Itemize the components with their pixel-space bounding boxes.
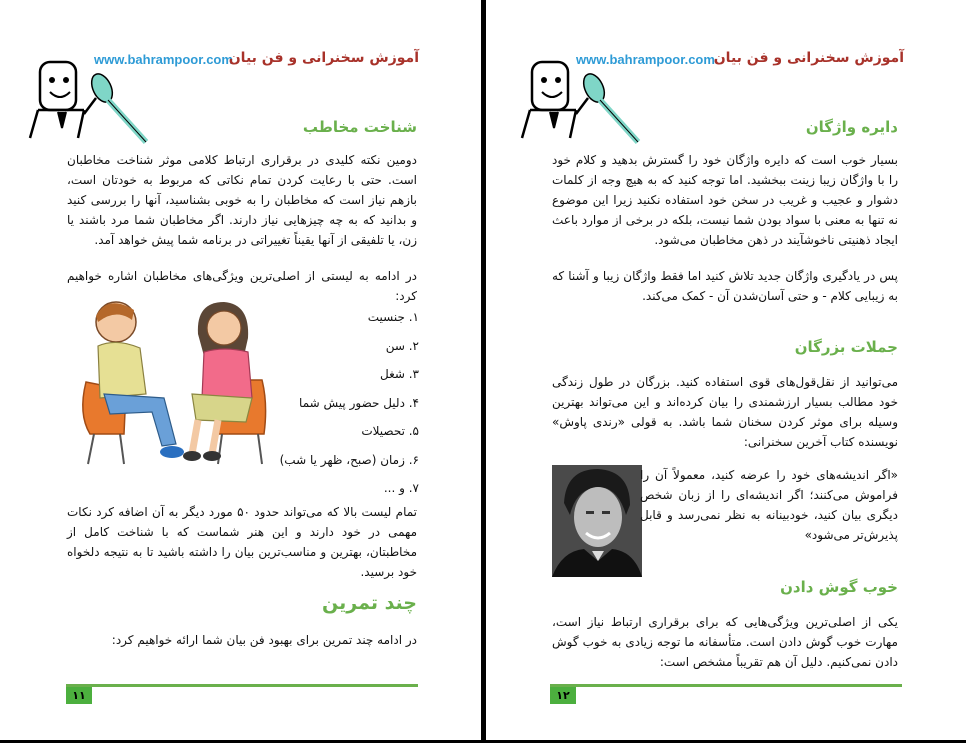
speaker-microphone-icon: [18, 58, 158, 148]
section-heading-audience: شناخت مخاطب: [302, 118, 417, 136]
quotes-paragraph: می‌توانید از نقل‌قول‌های قوی استفاده کنید. بزرگان در طول زندگی خود مطالب بسیار ارزشمندی را بیان کرده‌اند و این می‌تواند بهترین وسیله برای موثر کردن سخنان شما باشد. به قولی «رندی پاوش» نویسنده کتاب آخرین سخنرانی:: [552, 375, 898, 449]
page-number: ۱۲: [550, 687, 576, 704]
header-url[interactable]: www.bahrampoor.com: [94, 52, 233, 67]
author-portrait-photo: [552, 465, 642, 577]
audience-traits-list: [279, 310, 419, 510]
intro-paragraph: دومین نکته کلیدی در برقراری ارتباط کلامی موثر شناخت مخاطبان است. حتی با رعایت کردن تمام نکاتی که مربوط به خودتان است، بازهم نیاز است که مخاطبان را به خوبی بشناسید، آنها را بررسی کنید و بدانید که به چه چیزهایی نیاز دارند. اگر مخاطبان شما مرد باشند یا زن، یا تلفیقی از آنها یقیناً تغییراتی در برنامه شما پیش خواهد آمد.: [67, 153, 417, 247]
people-talking-illustration: [68, 294, 280, 470]
section-heading-listening: خوب گوش دادن: [780, 578, 898, 596]
list-item: ۲. سن: [385, 338, 419, 353]
header-url[interactable]: www.bahrampoor.com: [576, 52, 715, 67]
section-heading-vocabulary: دایره واژگان: [805, 118, 898, 136]
closing-paragraph: تمام لیست بالا که می‌تواند حدود ۵۰ مورد دیگر به آن اضافه کرد نکات مهمی در خود دارند و این هنر شماست که با شناخت کامل از مخاطبتان، بهترین و مناسب‌ترین بیان را داشته باشید تا به نتیجه دلخواه خود برسید.: [67, 505, 417, 579]
list-item: ۱. جنسیت: [367, 310, 419, 324]
header-title: آموزش سخنرانی و فن بیان: [228, 50, 419, 66]
footer-divider: [550, 684, 902, 687]
quote-text: «اگر اندیشه‌های خود را عرضه کنید، معمولاً آن را فراموش می‌کنند؛ اگر اندیشه‌ای را از زبان شخص دیگری بیان کنید، خودبینانه به نظر نمی‌رسد و قابل پذیرش‌تر می‌شود»: [640, 468, 898, 542]
list-item: ۳. شغل: [379, 367, 419, 381]
exercise-text: در ادامه چند تمرین برای بهبود فن بیان شما ارائه خواهیم کرد:: [111, 633, 417, 647]
listening-paragraph: یکی از اصلی‌ترین ویژگی‌هایی که برای برقراری ارتباط نیاز است، مهارت خوب گوش دادن است. متأسفانه ما توجه زیادی به خوب گوش دادن نمی‌کنیم. دلیل آن هم تقریباً مشخص است:: [552, 615, 898, 669]
header-title: آموزش سخنرانی و فن بیان: [713, 50, 904, 66]
exercise-heading: چند تمرین: [322, 592, 417, 614]
vocabulary-paragraph-2: پس در یادگیری واژگان جدید تلاش کنید اما فقط واژگان زیبا و آشنا که به زیبایی کلام - و حتی آسان‌شدن آن - کمک می‌کند.: [552, 269, 898, 303]
list-item: ۴. دلیل حضور پیش شما: [299, 395, 419, 410]
vocabulary-paragraph-1: بسیار خوب است که دایره واژگان خود را گسترش بدهید و کلام خود را با واژگان زیبا زینت ببخشید. اما توجه کنید که به هیچ وجه از کلمات دشوار و عجیب و غریب در سخن خود استفاده نکنید زیرا این موضوع نه تنها به معنی با سواد بودن شما نیست، بلکه در برخی از موارد باعث ایجاد ذهنیتی ناخوشآیند در ذهن مخاطبان می‌شود.: [552, 153, 898, 247]
speaker-microphone-icon: [510, 58, 650, 148]
list-item: ۷. و ...: [383, 481, 419, 495]
left-page: [0, 0, 481, 740]
list-item: ۶. زمان (صبح، ظهر یا شب): [279, 452, 419, 467]
page-number: ۱۱: [66, 687, 92, 704]
right-page: [486, 0, 966, 740]
section-heading-quotes: جملات بزرگان: [794, 338, 898, 356]
list-item: ۵. تحصیلات: [361, 424, 419, 438]
footer-divider: [66, 684, 418, 687]
list-intro: در ادامه به لیستی از اصلی‌ترین ویژگی‌های مخاطبان اشاره خواهیم کرد:: [67, 269, 417, 303]
